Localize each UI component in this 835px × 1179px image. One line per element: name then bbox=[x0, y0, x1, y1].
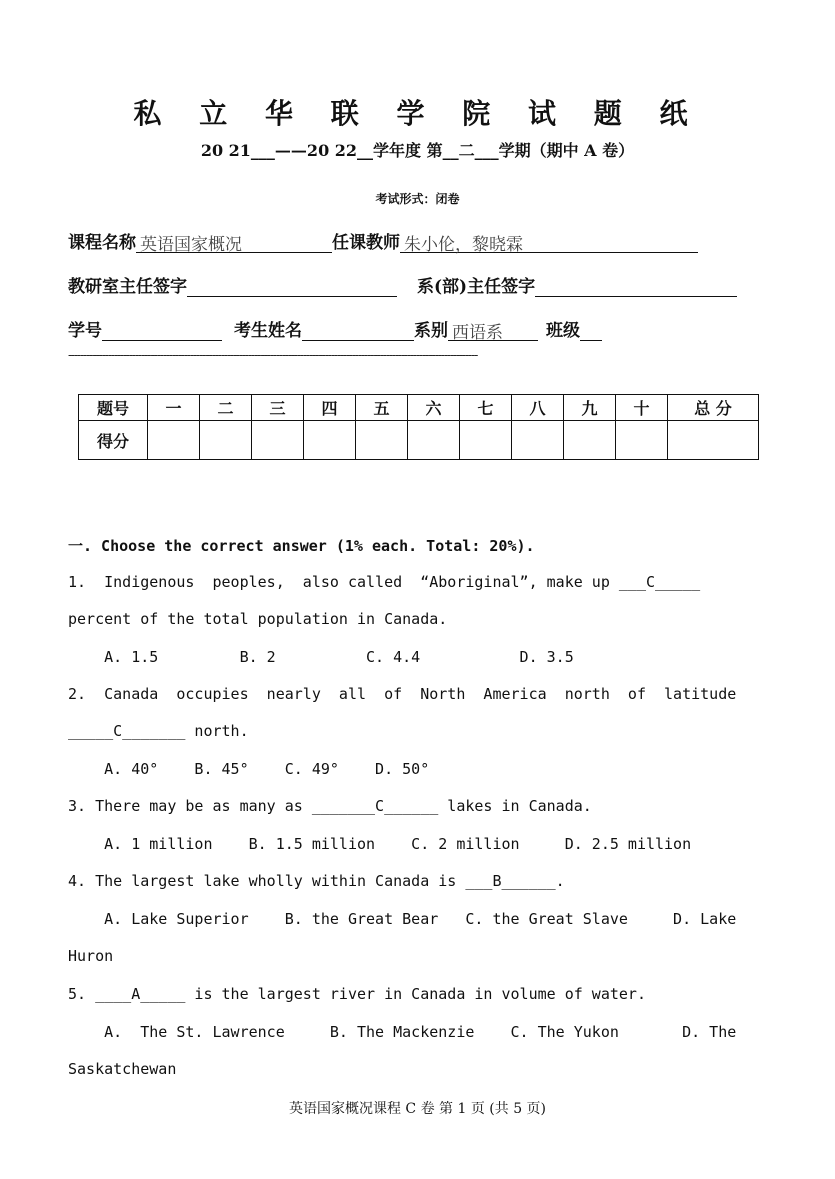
question-line: 4. The largest lake wholly within Canada is ___B______. bbox=[68, 872, 565, 890]
option-line: A. Lake Superior B. the Great Bear C. the Great Slave D. Lake bbox=[68, 910, 737, 928]
score-header-cell: 五 bbox=[356, 395, 408, 421]
page-footer: 英语国家概况课程 C 卷 第 1 页 (共 5 页) bbox=[288, 1101, 547, 1117]
question-line: 5. ____A_____ is the largest river in Canada in volume of water. bbox=[68, 985, 646, 1003]
option-line: A. 1.5 B. 2 C. 4.4 D. 3.5 bbox=[68, 648, 574, 666]
course-value: 英语国家概况 bbox=[136, 230, 332, 253]
score-cell[interactable] bbox=[512, 421, 564, 460]
question-line: 3. There may be as many as _______C______ lakes in Canada. bbox=[68, 797, 592, 815]
score-header-cell: 总 分 bbox=[668, 395, 759, 421]
score-cell[interactable] bbox=[356, 421, 408, 460]
teacher-value: 朱小伦，黎晓霖 bbox=[400, 230, 698, 253]
student-name-label: 考生姓名 bbox=[234, 321, 302, 341]
academic-year-line: 20 21___——20 22__学年度 第__二___学期（期中 A 卷） bbox=[200, 141, 635, 160]
student-id-label: 学号 bbox=[68, 321, 102, 341]
dept-value: 西语系 bbox=[448, 318, 538, 341]
score-header-cell: 题号 bbox=[79, 395, 148, 421]
office-sign-label: 教研室主任签字 bbox=[68, 277, 187, 297]
score-header-cell: 二 bbox=[200, 395, 252, 421]
option-line: A. 40° B. 45° C. 49° D. 50° bbox=[68, 760, 430, 778]
question-line: _____C_______ north. bbox=[68, 722, 249, 740]
question-line: percent of the total population in Canada. bbox=[68, 610, 448, 628]
option-line: Huron bbox=[68, 947, 114, 965]
dept-label: 系别 bbox=[414, 321, 448, 341]
score-cell[interactable] bbox=[408, 421, 460, 460]
score-cell[interactable] bbox=[668, 421, 759, 460]
signature-row bbox=[68, 272, 737, 297]
option-line: A. The St. Lawrence B. The Mackenzie C. The Yukon D. The bbox=[68, 1023, 737, 1041]
score-header-cell: 九 bbox=[564, 395, 616, 421]
office-sign-field[interactable] bbox=[187, 274, 397, 297]
score-cell[interactable] bbox=[200, 421, 252, 460]
score-cell[interactable] bbox=[252, 421, 304, 460]
course-row bbox=[68, 228, 698, 253]
student-row bbox=[68, 316, 602, 341]
dept-sign-label: 系(部)主任签字 bbox=[417, 277, 536, 297]
class-field[interactable] bbox=[580, 318, 602, 341]
score-header-cell: 十 bbox=[616, 395, 668, 421]
student-id-field[interactable] bbox=[102, 318, 222, 341]
course-label: 课程名称 bbox=[68, 233, 136, 253]
score-cell[interactable] bbox=[564, 421, 616, 460]
question-line: 2. Canada occupies nearly all of North America north of latitude bbox=[68, 685, 737, 703]
exam-form: 考试形式：闭卷 bbox=[375, 192, 460, 206]
score-header-cell: 七 bbox=[460, 395, 512, 421]
score-cell[interactable] bbox=[460, 421, 512, 460]
score-cell[interactable] bbox=[304, 421, 356, 460]
option-line: Saskatchewan bbox=[68, 1060, 177, 1078]
question-line: 1. Indigenous peoples, also called “Aboriginal”, make up ___C_____ bbox=[68, 573, 701, 591]
cut-line: -------------------------------------------------------------------------------------------------------------------------------------- bbox=[68, 348, 478, 362]
exam-title: 私 立 华 联 学 院 试 题 纸 bbox=[133, 97, 702, 130]
score-header-cell: 六 bbox=[408, 395, 460, 421]
score-cell[interactable] bbox=[616, 421, 668, 460]
class-label: 班级 bbox=[546, 321, 580, 341]
score-row-label: 得分 bbox=[79, 421, 148, 460]
teacher-label: 任课教师 bbox=[332, 233, 400, 253]
option-line: A. 1 million B. 1.5 million C. 2 million D. 2.5 million bbox=[68, 835, 692, 853]
dept-sign-field[interactable] bbox=[535, 274, 737, 297]
score-table bbox=[78, 394, 759, 460]
score-header-cell: 一 bbox=[148, 395, 200, 421]
score-cell[interactable] bbox=[148, 421, 200, 460]
score-header-cell: 八 bbox=[512, 395, 564, 421]
student-name-field[interactable] bbox=[302, 318, 414, 341]
section-title: 一. Choose the correct answer (1% each. Total: 20%). bbox=[68, 537, 535, 555]
score-header-cell: 四 bbox=[304, 395, 356, 421]
score-header-cell: 三 bbox=[252, 395, 304, 421]
